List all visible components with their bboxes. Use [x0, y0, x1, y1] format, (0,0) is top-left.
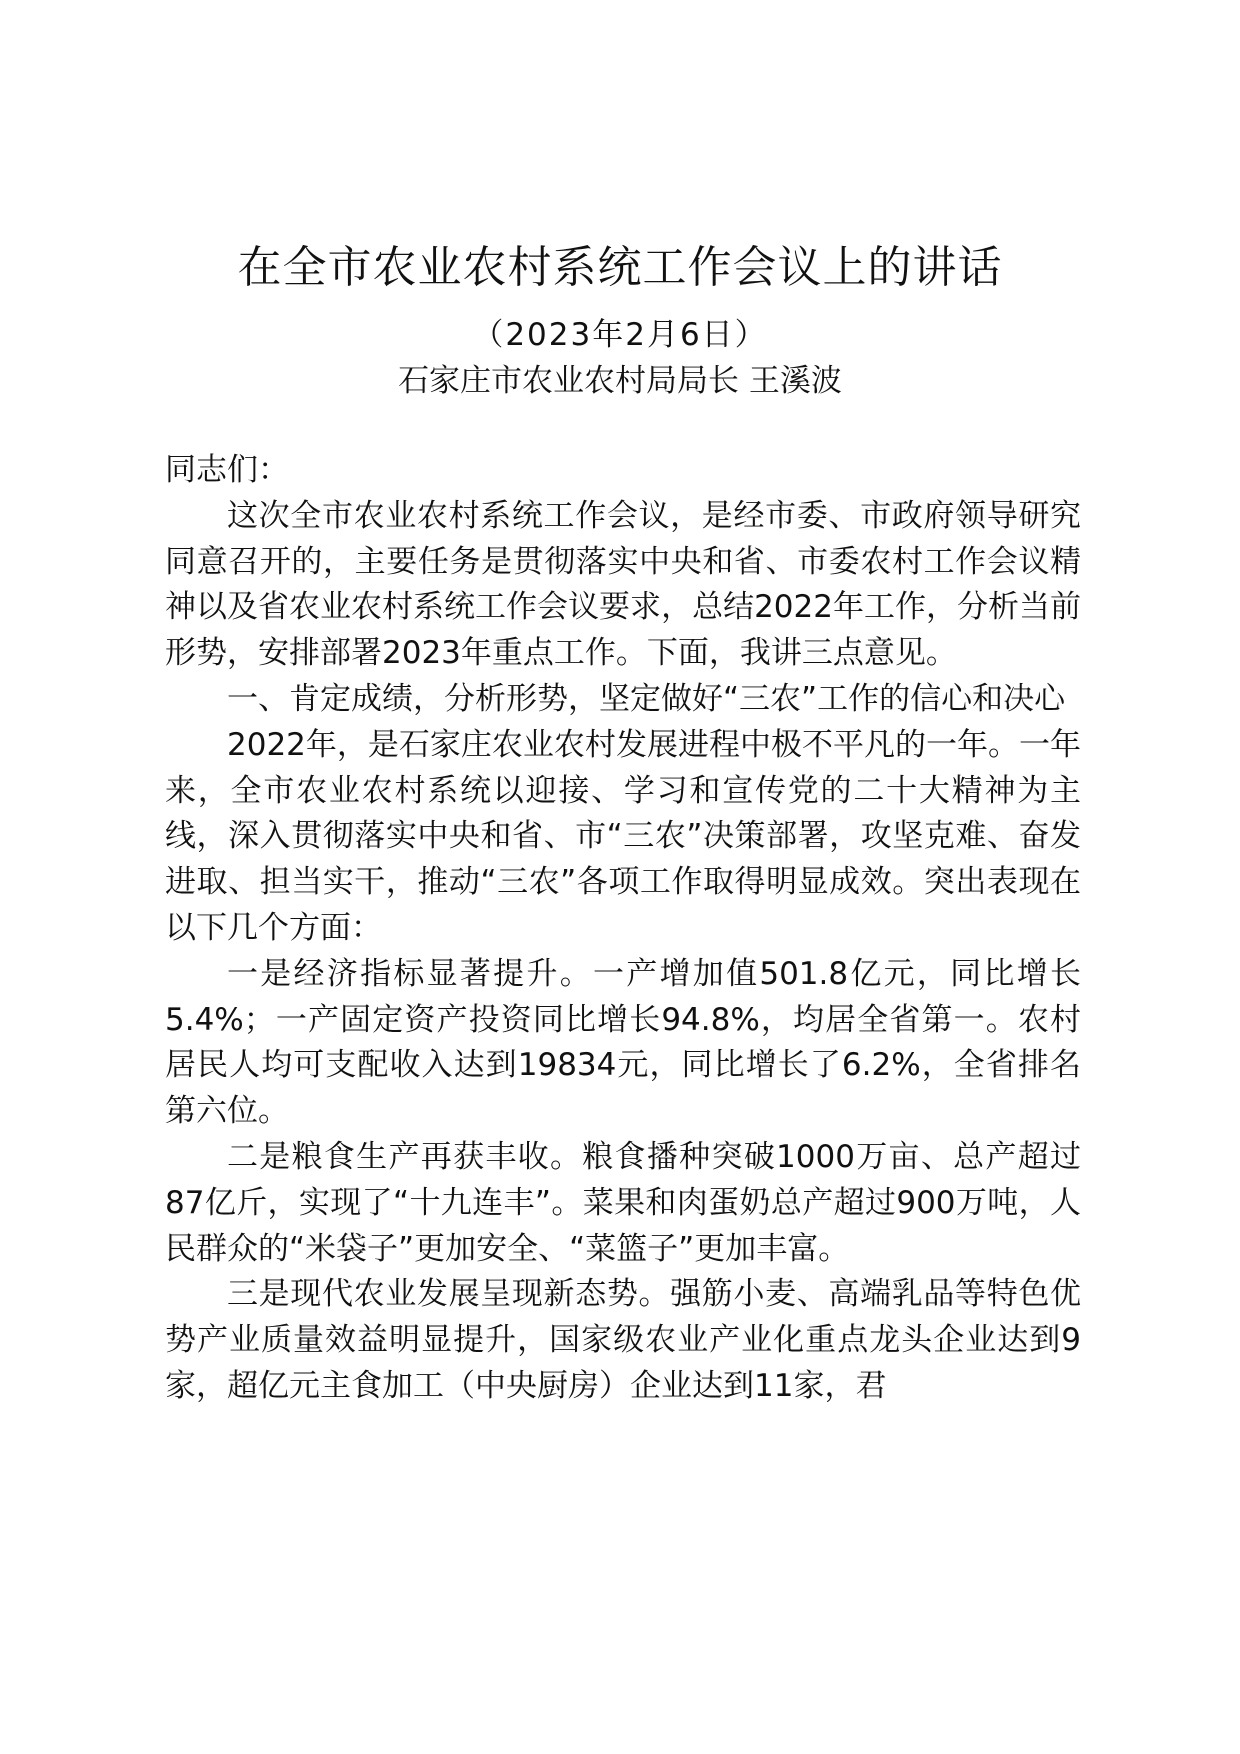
speaker-line: 石家庄市农业农村局局长 王溪波 [398, 363, 842, 399]
section-heading: 一、肯定成绩，分析形势，坚定做好“三农”工作的信心和决心 [227, 680, 1066, 717]
body-paragraph: 二是粮食生产再获丰收。粮食播种突破1000万亩、总产超过87亿斤，实现了“十九连丰”。菜果和肉蛋奶总产超过900万吨，人民群众的“米袋子”更加安全、“菜篮子”更加丰富。 [165, 1138, 1081, 1267]
body-paragraph: 一是经济指标显著提升。一产增加值501.8亿元，同比增长5.4%；一产固定资产投资同比增长94.8%，均居全省第一。农村居民人均可支配收入达到19834元，同比增长了6.2%，全省排名第六位。 [165, 955, 1081, 1130]
body-paragraph: 2022年，是石家庄农业农村发展进程中极不平凡的一年。一年来，全市农业农村系统以迎接、学习和宣传党的二十大精神为主线，深入贯彻落实中央和省、市“三农”决策部署，攻坚克难、奋发进取、担当实干，推动“三农”各项工作取得明显成效。突出表现在以下几个方面： [165, 726, 1081, 946]
salutation: 同志们： [165, 452, 289, 488]
body-paragraph: 这次全市农业农村系统工作会议，是经市委、市政府领导研究同意召开的，主要任务是贯彻落实中央和省、市委农村工作会议精神以及省农业农村系统工作会议要求，总结2022年工作，分析当前形势，安排部署2023年重点工作。下面，我讲三点意见。 [165, 497, 1081, 672]
body-paragraph: 三是现代农业发展呈现新态势。强筋小麦、高端乳品等特色优势产业质量效益明显提升，国家级农业产业化重点龙头企业达到9家，超亿元主食加工（中央厨房）企业达到11家，君 [165, 1276, 1081, 1404]
document-title: 在全市农业农村系统工作会议上的讲话 [237, 242, 1003, 293]
speech-date: （2023年2月6日） [472, 317, 768, 353]
document-body [165, 448, 1081, 1410]
